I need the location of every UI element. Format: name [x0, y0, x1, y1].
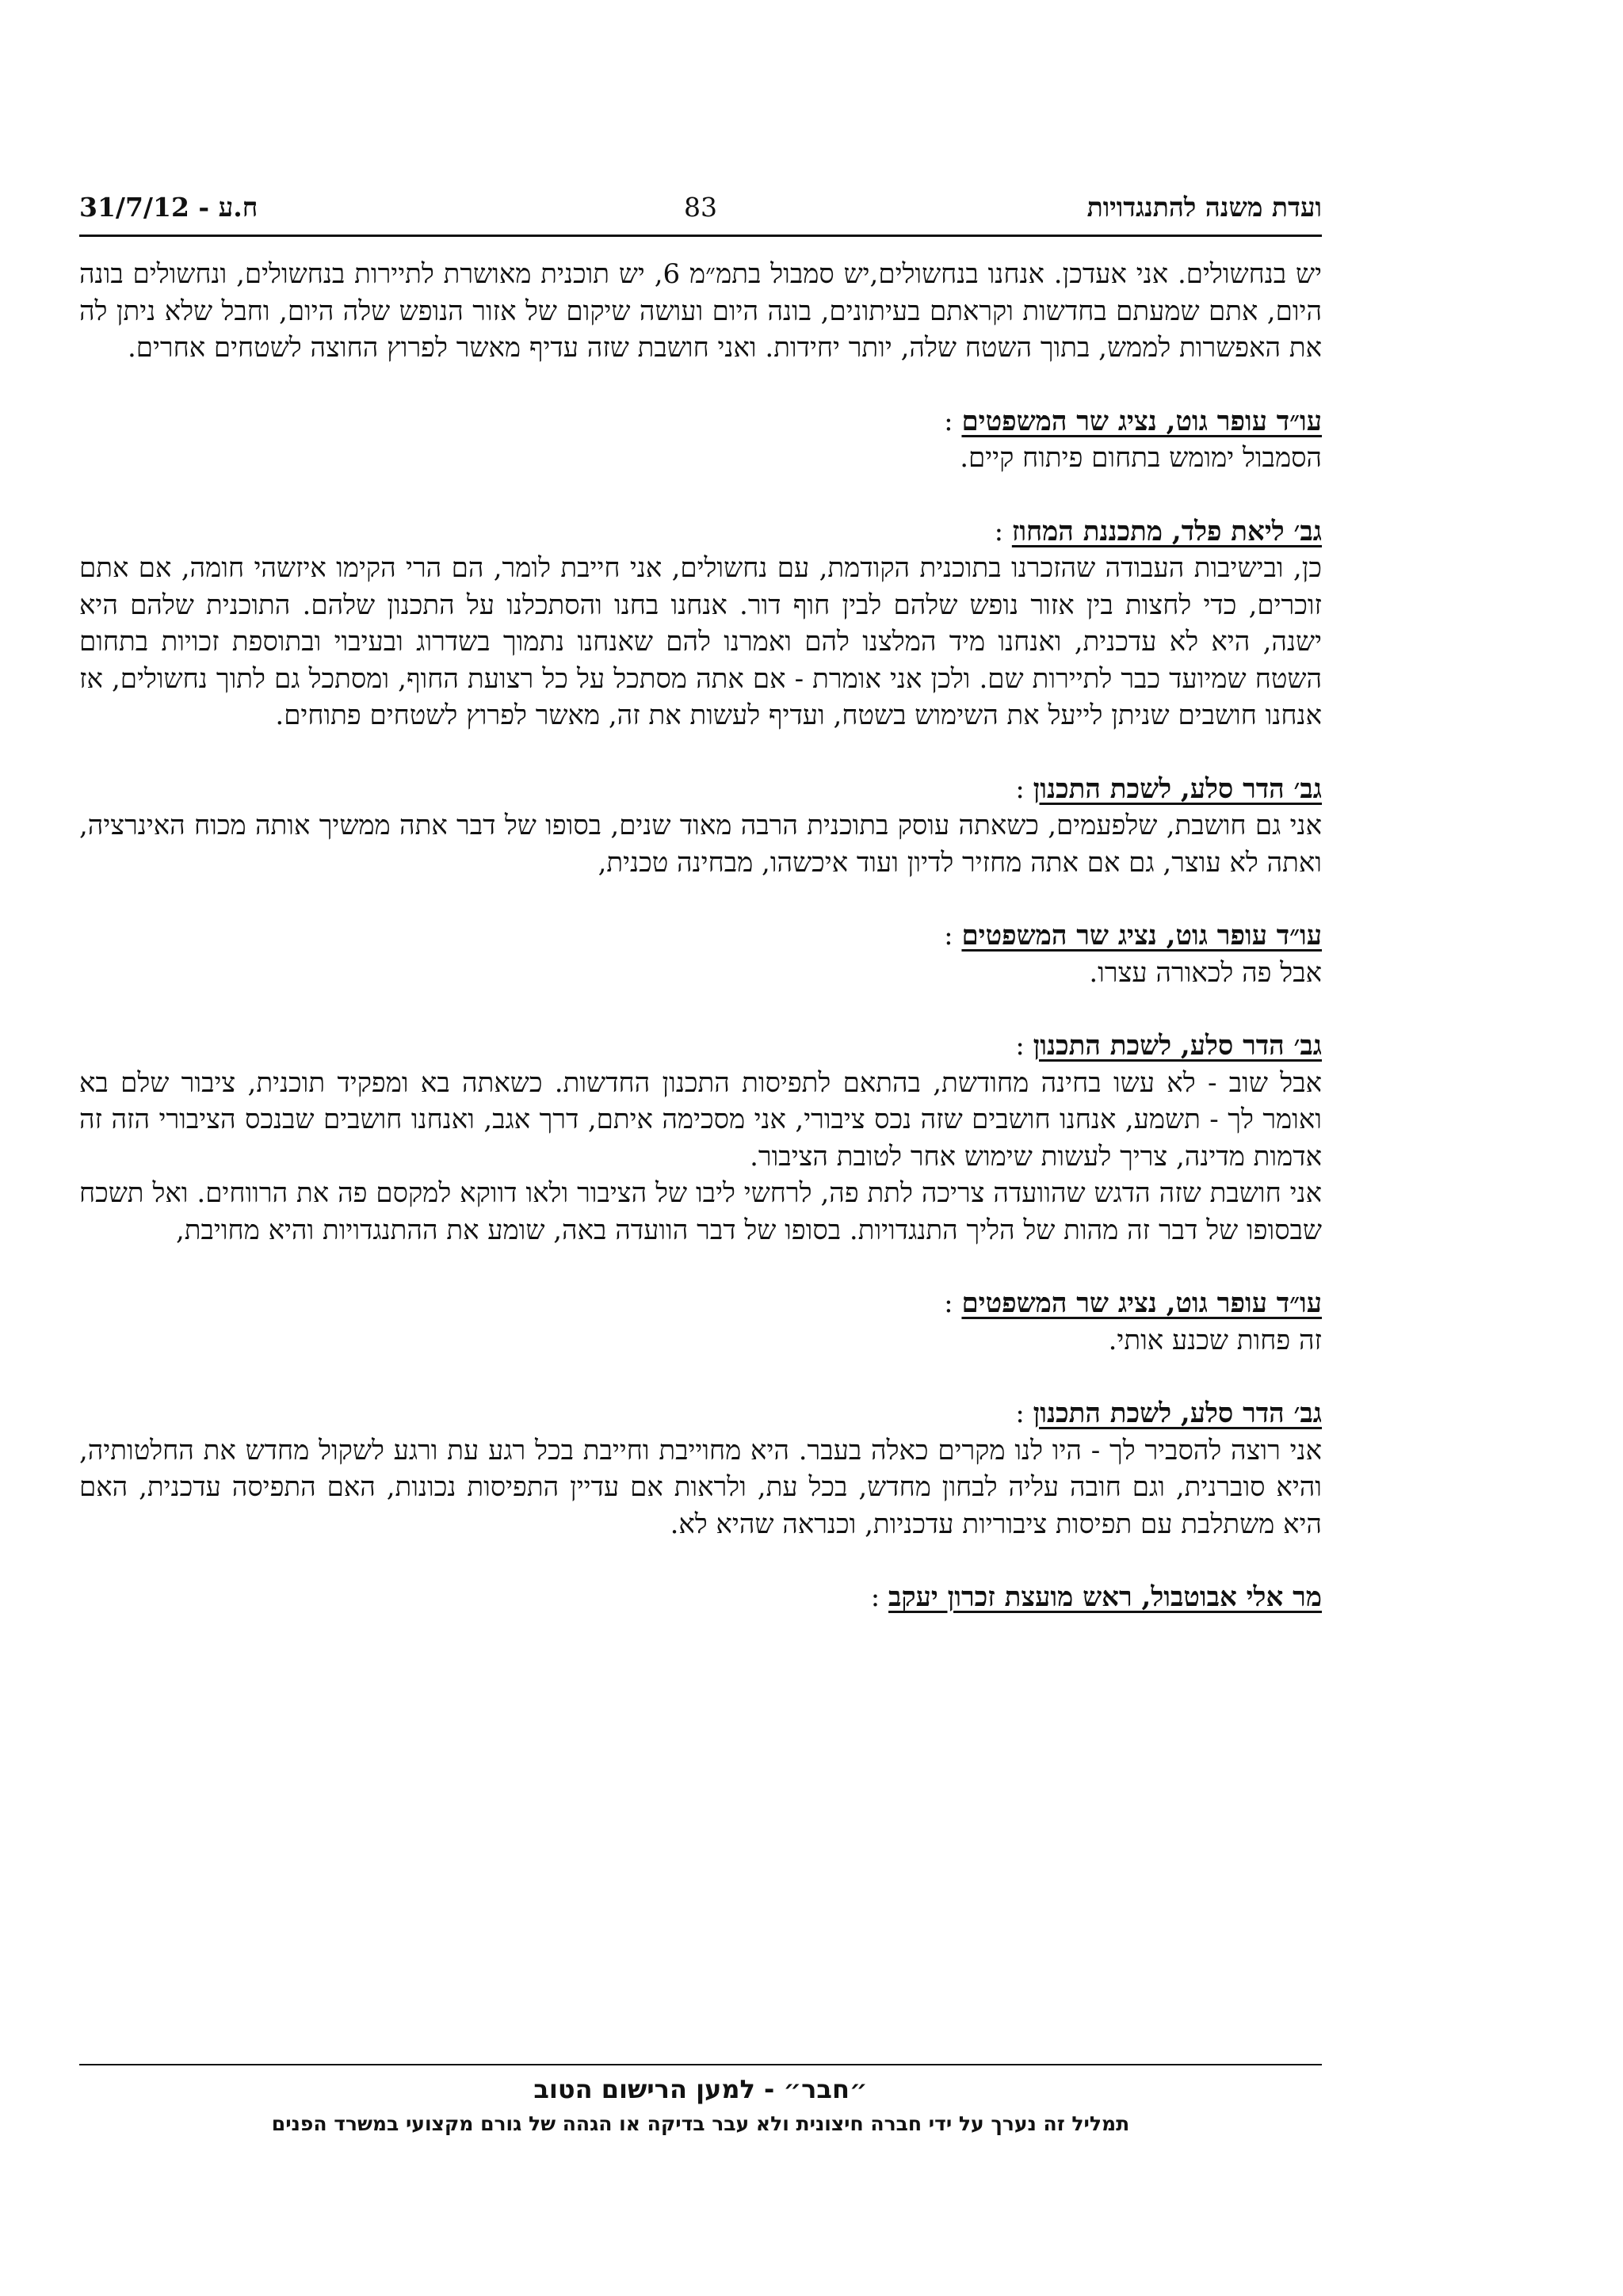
- speaker-colon: :: [994, 515, 1004, 547]
- transcript-entry: [79, 1579, 1322, 1616]
- speaker-name: עו״ד עופר גוט, נציג שר המשפטים: [961, 405, 1322, 437]
- footer-disclaimer: תמליל זה נערך על ידי חברה חיצונית ולא עבר בדיקה או הגהה של גורם מקצועי במשרד הפנים: [271, 2112, 1130, 2135]
- speaker-name: גב׳ הדר סלע, לשכת התכנון: [1033, 1398, 1322, 1429]
- document-page: [79, 0, 1322, 2296]
- transcript-entry: [79, 771, 1322, 882]
- speaker-name: מר אלי אבוטבול, ראש מועצת זכרון יעקב: [888, 1581, 1322, 1613]
- speech-text: אני רוצה להסביר לך - היו לנו מקרים כאלה בעבר. היא מחוייבת וחייבת בכל רגע עת ורגע לשקול מחדש את החלטותיה, והיא סוברנית, וגם חובה עליה לבחון מחדש, בכל עת, ולראות אם עדיין התפיסות נכונות, האם התפיסה עדכנית, האם היא משתלבת עם תפיסות ציבוריות עדכניות, וכנראה שהיא לא.: [79, 1434, 1322, 1540]
- transcript-entry: [79, 403, 1322, 477]
- speaker-colon: :: [1015, 1398, 1025, 1429]
- speech-text-continued: אני חושבת שזה הדגש שהוועדה צריכה לתת פה, לרחשי ליבו של הציבור ולאו דווקא למקסם פה את הרווחים. ואל תשכח שבסופו של דבר זה מהות של הליך התנגדויות. בסופו של דבר הוועדה באה, שומע את ההתנגדויות והיא מחויבת,: [79, 1177, 1322, 1246]
- header-divider: [79, 235, 1322, 237]
- speaker-colon: :: [944, 405, 953, 437]
- speaker-name: גב׳ הדר סלע, לשכת התכנון: [1033, 1030, 1322, 1062]
- speech-text: הסמבול ימומש בתחום פיתוח קיים.: [960, 442, 1322, 474]
- speech-text: זה פחות שכנע אותי.: [1108, 1324, 1322, 1356]
- committee-title: ועדת משנה להתנגדויות: [1086, 192, 1322, 223]
- speech-text: כן, ובישיבות העבודה שהזכרנו בתוכנית הקודמת, עם נחשולים, אני חייבת לומר, הם הרי הקימו איזשהי חומה, אם אתם זוכרים, כדי לחצות בין אזור נופש שלהם לבין חוף דור. אנחנו בחנו והסתכלנו על התכנון שלהם. התוכנית שלהם היא ישנה, היא לא עדכנית, ואנחנו מיד המלצנו להם ואמרנו להם שאנחנו נתמוך בשדרוג ובעיבוי ובתוספת זכויות בתחום השטח שמיועד כבר לתיירות שם. ולכן אני אומרת - אם אתה מסתכל על כל רצועת החוף, ומסתכל גם לתוך נחשולים, אז אנחנו חושבים שניתן לייעל את השימוש בשטח, ועדיף לעשות את זה, מאשר לפרוץ לשטחים פתוחים.: [79, 552, 1322, 731]
- speech-text: אבל פה לכאורה עצרו.: [1089, 956, 1322, 989]
- transcript-entry: [79, 1395, 1322, 1543]
- speech-text: אני גם חושבת, שלפעמים, כשאתה עוסק בתוכנית הרבה מאוד שנים, בסופו של דבר אתה ממשיך אותה מכוח האינרציה, ואתה לא עוצר, גם אם אתה מחזיר לדיון ועוד איכשהו, מבחינה טכנית,: [79, 810, 1322, 879]
- date-code: 31/7/12 - ח.ע: [79, 192, 258, 223]
- speech-text: אבל שוב - לא עשו בחינה מחודשת, בהתאם לתפיסות התכנון החדשות. כשאתה בא ומפקיד תוכנית, ציבור שלם בא ואומר לך - תשמע, אנחנו חושבים שזה נכס ציבורי, אני מסכימה איתם, דרך אגב, ואנחנו חושבים שבנכס הציבורי הזה זה אדמות מדינה, צריך לעשות שימוש אחר לטובת הציבור.: [79, 1066, 1322, 1173]
- speaker-colon: :: [944, 1287, 953, 1319]
- transcript-body: [79, 256, 1322, 1653]
- transcript-entry: [79, 1028, 1322, 1249]
- opening-paragraph: [79, 256, 1322, 367]
- footer-divider: [79, 2064, 1322, 2065]
- page-number: 83: [684, 192, 717, 223]
- footer-title: ״חבר״ - למען הרישום הטוב: [533, 2074, 868, 2104]
- transcript-entry: [79, 513, 1322, 734]
- speaker-name: גב׳ הדר סלע, לשכת התכנון: [1033, 772, 1322, 805]
- speaker-colon: :: [944, 920, 953, 952]
- speaker-colon: :: [1015, 1030, 1025, 1062]
- speaker-name: גב׳ ליאת פלד, מתכננת המחוז: [1011, 515, 1322, 547]
- page-header: [79, 192, 1322, 236]
- speaker-colon: :: [1015, 772, 1025, 805]
- speaker-name: עו״ד עופר גוט, נציג שר המשפטים: [961, 920, 1322, 952]
- transcript-entry: [79, 917, 1322, 991]
- transcript-entry: [79, 1285, 1322, 1359]
- paragraph-text: יש בנחשולים. אני אעדכן. אנחנו בנחשולים,יש סמבול בתמ״מ 6, יש תוכנית מאושרת לתיירות בנחשולים, ונחשולים בונה היום, אתם שמעתם בחדשות וקראתם בעיתונים, בונה היום ועושה שיקום של אזור הנופש שלה היום, וחבל שלא ניתן לה את האפשרות לממש, בתוך השטח שלה, יותר יחידות. ואני חושבת שזה עדיף מאשר לפרוץ החוצה לשטחים אחרים.: [79, 258, 1322, 364]
- speaker-colon: :: [870, 1581, 880, 1613]
- speaker-name: עו״ד עופר גוט, נציג שר המשפטים: [961, 1287, 1322, 1319]
